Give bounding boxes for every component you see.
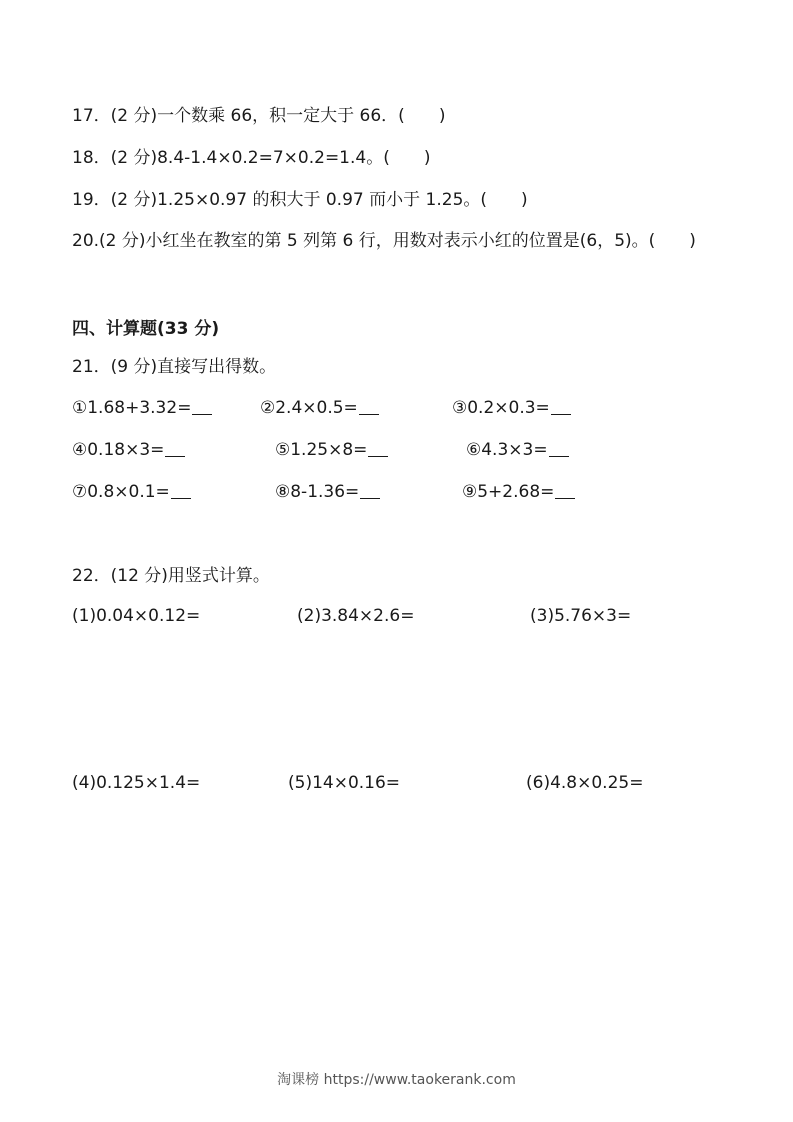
q21-item-2-text: ②2.4×0.5= [260,398,358,418]
q21-item-6-text: ⑥4.3×3= [466,440,548,460]
q21-item-1-text: ①1.68+3.32= [72,398,192,418]
q22-item-4: (4)0.125×1.4= [72,773,201,793]
q22-item-1: (1)0.04×0.12= [72,606,201,626]
q21-item-4 [72,440,185,460]
answer-blank [360,484,380,499]
answer-blank [165,442,185,457]
question-19: 19．(2 分)1.25×0.97 的积大于 0.97 而小于 1.25。( ) [72,190,528,210]
question-18: 18．(2 分)8.4-1.4×0.2=7×0.2=1.4。( ) [72,148,431,168]
answer-blank [551,400,571,415]
question-17: 17．(2 分)一个数乘 66，积一定大于 66．( ) [72,106,446,126]
q21-item-5-text: ⑤1.25×8= [275,440,368,460]
section-4-title: 四、计算题(33 分) [72,319,220,339]
answer-blank [192,400,212,415]
q21-item-3 [452,398,571,418]
q21-item-7 [72,482,191,502]
answer-blank [359,400,379,415]
q21-item-3-text: ③0.2×0.3= [452,398,550,418]
question-21-title: 21．(9 分)直接写出得数。 [72,357,277,377]
q21-item-9-text: ⑨5+2.68= [462,482,555,502]
q21-item-2 [260,398,379,418]
answer-blank [368,442,388,457]
answer-blank [549,442,569,457]
q21-item-8-text: ⑧8-1.36= [275,482,360,502]
footer-watermark: 淘课榜 https://www.taokerank.com [277,1072,516,1088]
q21-item-6 [466,440,569,460]
q21-item-1 [72,398,212,418]
q21-item-8 [275,482,380,502]
q21-item-9 [462,482,575,502]
q21-item-5 [275,440,388,460]
q21-item-4-text: ④0.18×3= [72,440,165,460]
answer-blank [555,484,575,499]
q21-item-7-text: ⑦0.8×0.1= [72,482,170,502]
q22-item-3: (3)5.76×3= [530,606,632,626]
q22-item-2: (2)3.84×2.6= [297,606,415,626]
question-20: 20.(2 分)小红坐在教室的第 5 列第 6 行，用数对表示小红的位置是(6，5)。( ) [72,231,696,251]
q22-item-6: (6)4.8×0.25= [526,773,644,793]
question-22-title: 22．(12 分)用竖式计算。 [72,566,270,586]
q22-item-5: (5)14×0.16= [288,773,401,793]
answer-blank [171,484,191,499]
